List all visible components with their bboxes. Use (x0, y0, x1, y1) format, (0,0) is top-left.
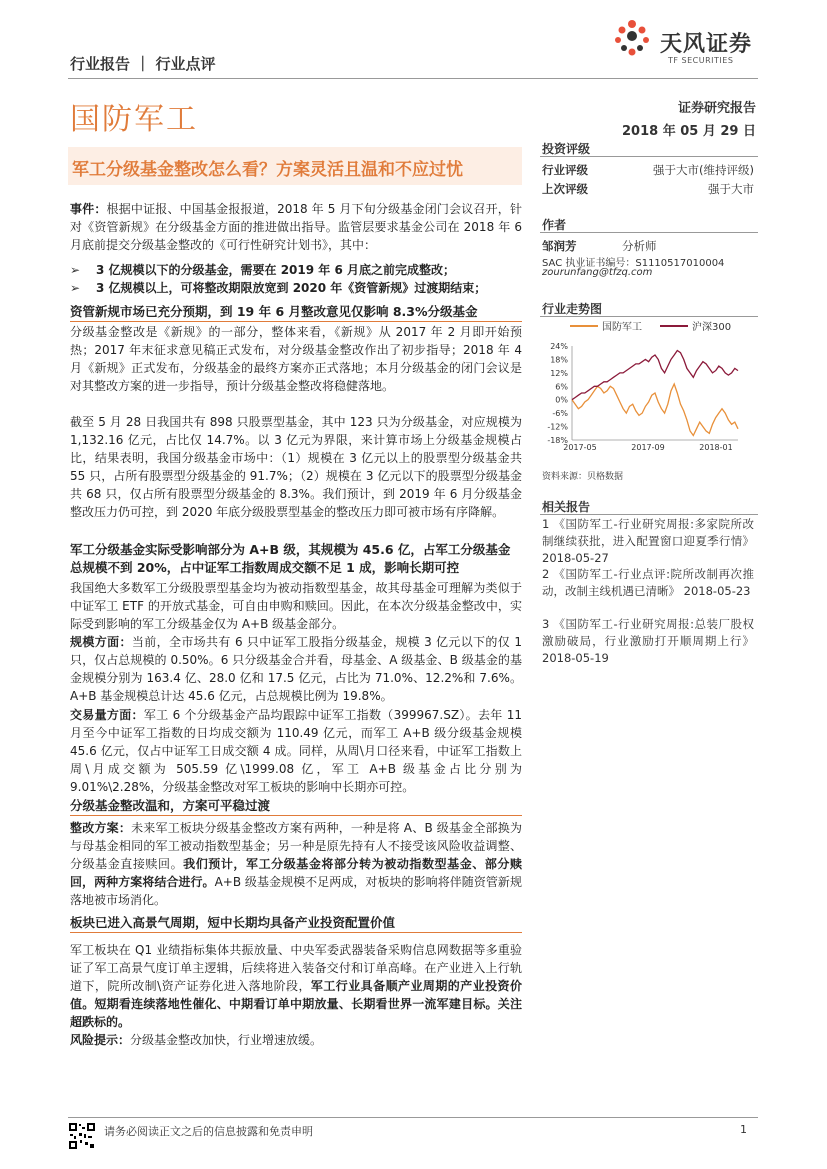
author-email[interactable]: zourunfang@tfzq.com (542, 267, 653, 278)
risk-label: 风险提示： (70, 1033, 131, 1047)
report-label: 证券研究报告 (677, 101, 756, 116)
author-heading: 作者 (542, 218, 567, 232)
section-2-paragraph-3 (70, 706, 522, 796)
rating-rule (540, 156, 758, 157)
volume-label: 交易量方面： (70, 708, 144, 722)
author-role: 分析师 (622, 239, 657, 253)
related-report-1[interactable]: 1 《国防军工-行业研究周报:多家院所改制继续获批，进入配置窗口迎夏季行情》 2018-05-27 (542, 517, 754, 565)
report-date: 2018 年 05 月 29 日 (622, 124, 756, 139)
chart-source: 资料来源：贝格数据 (542, 472, 624, 482)
event-label: 事件： (70, 202, 107, 216)
legend-label: 沪深300 (692, 322, 732, 333)
header-divider (68, 78, 758, 79)
x-tick-label: 2017-09 (631, 443, 665, 452)
plan-highlight: 我们预计，军工分级基金将部分转为被动指数型基金、部分赎回，两种方案将结合进行。 (70, 857, 522, 889)
y-tick-label: -12% (547, 422, 568, 432)
plan-text: 未来军工板块分级基金整改方案有两种，一种是将 A、B 级基金全部换为与母基金相同的军工被动指数型基金；另一种是原先持有人不接受该风险收益调整、分级基金直接赎回。 (70, 821, 522, 871)
section-3-rule (70, 815, 522, 816)
y-tick-label: 12% (550, 368, 568, 378)
y-tick-label: 18% (550, 355, 568, 365)
logo-text-en: TF SECURITIES (668, 56, 734, 65)
prev-rating-label: 上次评级 (542, 182, 588, 196)
scale-label: 规模方面： (70, 635, 132, 649)
footer-disclaimer: 请务必阅读正文之后的信息披露和免责申明 (104, 1125, 313, 1138)
qr-code-icon (68, 1122, 96, 1150)
author-name: 邹润芳 (542, 239, 577, 253)
prev-rating-value: 强于大市 (708, 182, 754, 196)
section-2-paragraph-2 (70, 633, 522, 705)
logo-text: 天风证券 (660, 32, 753, 57)
report-type: 行业报告 ｜ 行业点评 (70, 55, 216, 73)
series-line-defense (572, 384, 738, 436)
risk-paragraph (70, 1031, 522, 1049)
rating-value: 强于大市(维持评级) (653, 163, 754, 177)
plan-label: 整改方案： (70, 821, 132, 835)
trend-heading: 行业走势图 (542, 302, 603, 316)
related-heading: 相关报告 (542, 500, 591, 514)
event-paragraph (70, 200, 522, 254)
section-1-paragraph-2: 截至 5 月 28 日我国共有 898 只股票型基金，其中 123 只为分级基金，对应规模为 1,132.16 亿元，占比仅 14.7%。以 3 亿元为界限，来计算市场上分级基金规模占比，结果表明，我国分级基金市场中：（1）规模在 3 亿元以上的股票型分级基金共 55 只，占所有股票型分级基金的 91.7%；（2）规模在 3 亿元以下的股票型分级基金共 68 只，仅占所有股票型分级基金的 8.3%。我们预计，到 2019 年 6 月分级基金整改压力仍可控，到 2020 年底分级股票型基金的整改压力即可被市场有序降解。 (70, 415, 522, 519)
section-1-title: 资管新规市场已充分预期，到 19 年 6 月整改意见仅影响 8.3%分级基金 (70, 304, 478, 319)
sector-text: 军工板块在 Q1 业绩指标集体共振放量、中央军委武器装备采购信息网数据等多重验证了军工高景气度订单主逻辑，后续将进入装备交付和订单高峰。在产业进入上行轨道下，院所改制\资产证券化进入落地阶段， (70, 943, 522, 993)
y-tick-label: -6% (552, 409, 568, 419)
risk-text: 分级基金整改加快，行业增速放缓。 (130, 1033, 323, 1047)
bullet-2: ➢ 3 亿规模以上，可将整改期限放宽到 2020 年《资管新规》过渡期结束； (70, 281, 487, 295)
section-1-rule (70, 321, 522, 322)
section-4-paragraph (70, 941, 522, 1031)
section-2-title: 军工分级基金实际受影响部分为 A+B 级，其规模为 45.6 亿，占军工分级基金总规模不到 20%，占中证军工指数周成交额不足 1 成，影响长期可控 (70, 542, 511, 575)
event-text: 根据中证报、中国基金报报道，2018 年 5 月下旬分级基金闭门会议召开，针对《资管新规》在分级基金方面的推进做出指导。监管层要求基金公司在 2018 年 6 月底前提交分级基金整改的《可行性研究计划书》，其中： (70, 202, 522, 252)
section-4-title: 板块已进入高景气周期，短中长期均具备产业投资配置价值 (70, 915, 396, 930)
y-tick-label: -18% (547, 436, 568, 445)
related-rule (540, 514, 758, 515)
author-rule (540, 232, 758, 233)
bullet-1-text: 3 亿规模以下的分级基金，需要在 2019 年 6 月底之前完成整改； (96, 263, 455, 277)
y-tick-label: 24% (550, 342, 568, 351)
scale-text: 当前，全市场共有 6 只中证军工股指分级基金，规模 3 亿元以下的仅 1 只，仅占总规模的 0.50%。6 只分级基金合并看，母基金、A 级基金、B 级基金的基金规模分别为 163.4 亿、28.0 亿和 17.5 亿元，占比为 71.0%、12.2%和 7.6%。A+B 基金规模总计达 45.6 亿元，占总规模比例为 19.8%。 (70, 635, 522, 703)
section-2-paragraph-1: 我国绝大多数军工分级股票型基金均为被动指数型基金，故其母基金可理解为类似于中证军工 ETF 的开放式基金，可自由申购和赎回。因此，在本次分级基金整改中，实际受到影响的军工分级基金仅为 A+B 级基金部分。 (70, 581, 522, 631)
x-tick-label: 2017-05 (563, 443, 597, 452)
industry-trend-chart (540, 318, 758, 460)
trend-rule (540, 316, 758, 317)
y-tick-label: 0% (555, 395, 568, 405)
page-number: 1 (740, 1123, 747, 1136)
author-cert: SAC 执业证书编号：S1110517010004 (542, 258, 725, 269)
volume-text: 军工 6 个分级基金产品均跟踪中证军工指数（399967.SZ）。去年 11 月至今中证军工指数的日均成交额为 110.49 亿元，而军工 A+B 级分级基金规模 45.6 亿元，仅占中证军工日成交额 4 成。同样，从周\月口径来看，中证军工指数上周\月成交额为 505.59 亿\1999.08 亿，军工 A+B 级基金占比分别为 9.01%\2.28%，分级基金整改对军工板块的影响中长期亦可控。 (70, 708, 522, 794)
section-3-title: 分级基金整改温和，方案可平稳过渡 (70, 798, 271, 813)
section-1-paragraph-1: 分级基金整改是《新规》的一部分，整体来看，《新规》从 2017 年 2 月即开始预热；2017 年末征求意见稿正式发布，对分级基金整改作出了初步指导；2018 年 4 月《新规》正式发布，分级基金的最终方案亦正式落地；本月分级基金的闭门会议是对其整改方案的进一步指导，预计分级基金整改将稳健落地。 (70, 325, 522, 393)
headline: 军工分级基金整改怎么看？方案灵活且温和不应过忧 (72, 160, 463, 180)
legend-label: 国防军工 (602, 322, 642, 333)
plan-text-tail: A+B 级基金规模不足两成，对板块的影响将伴随资管新规落地被市场消化。 (70, 875, 522, 907)
footer-rule (68, 1117, 758, 1118)
sector-highlight: 军工行业具备顺产业周期的产业投资价值。短期看连续落地性催化、中期看订单中期放量、长期看世界一流军建目标。关注超跌标的。 (70, 979, 522, 1029)
company-logo-icon (612, 18, 652, 58)
bullet-2-text: 3 亿规模以上，可将整改期限放宽到 2020 年《资管新规》过渡期结束； (96, 281, 487, 295)
x-tick-label: 2018-01 (699, 443, 733, 452)
y-tick-label: 6% (555, 382, 568, 392)
related-report-3[interactable]: 3 《国防军工-行业研究周报:总装厂股权激励破局，行业激励打开顺周期上行》 2018-05-19 (542, 617, 754, 665)
section-4-rule (70, 932, 522, 933)
bullet-1: ➢ 3 亿规模以下的分级基金，需要在 2019 年 6 月底之前完成整改； (70, 263, 455, 277)
rating-heading: 投资评级 (542, 142, 591, 156)
industry-title: 国防军工 (70, 102, 198, 137)
related-report-2[interactable]: 2 《国防军工-行业点评:院所改制再次推动，改制主线机遇已清晰》 2018-05-23 (542, 567, 754, 598)
section-3-paragraph (70, 819, 522, 909)
rating-label: 行业评级 (542, 163, 588, 177)
